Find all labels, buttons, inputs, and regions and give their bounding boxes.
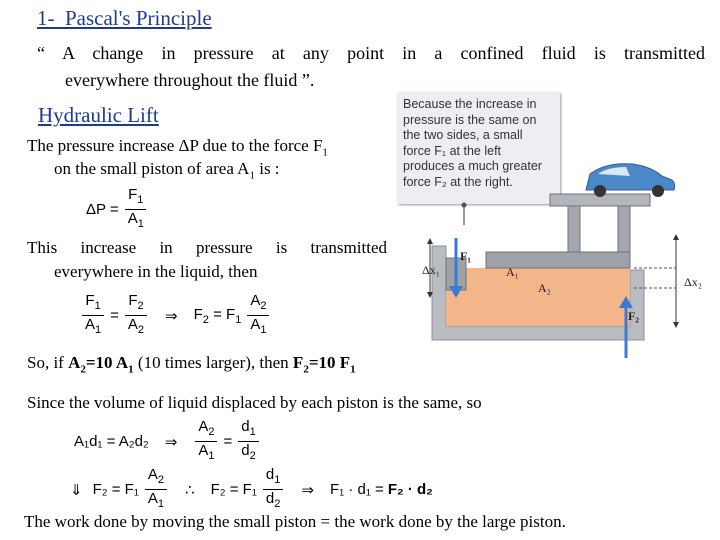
label-a2: A₂ [538,281,551,295]
label-dx2: Δx₂ [684,275,702,289]
car-icon [586,164,675,197]
paragraph-transmitted-line2: everywhere in the liquid, then [54,262,258,281]
pascal-principle-quote-line1: “ A change in pressure at any point in a confined fluid is transmitted [37,43,705,63]
liquid [446,268,630,326]
equation-delta-p: ΔP = $\frac{F_1}{A_1}$ [86,186,149,233]
figure-caption: Because the increase in pressure is the same on the two sides, a small force F₁ at the left produces a much greater force F₂ at the right. [397,92,560,204]
equation-force-ratio: $\frac{F_1}{A_1}$ = $\frac{F_2}{A_2}$ ⇒ $F_2 = F_1$ $\frac{A_2}{A_1}$ [80,292,271,339]
paragraph-pressure-increase-line1: The pressure increase ΔP due to the force $F_1$ [27,136,328,159]
hydraulic-lift-figure [400,140,718,360]
equation-work: ⇓ F₂ = F₁ $\frac{A_2}{A_1}$ ∴ F₂ = F₁ $\frac{d_1}{d_2}$ ⇒ F₁ · d₁ = F₂ · d₂ [70,466,433,510]
paragraph-pressure-increase-line2: on the small piston of area $A_1$ is : [54,159,280,182]
label-f1: F₁ [460,249,471,263]
paragraph-volume-displaced: Since the volume of liquid displaced by each piston is the same, so [27,393,482,412]
paragraph-transmitted-line1: This increase in pressure is transmitted [27,238,387,257]
caption-pointer-dot [462,203,467,208]
hydraulic-lift-heading: Hydraulic Lift [38,103,159,127]
label-f2: F₂ [628,309,639,323]
label-a1: A₁ [506,265,519,279]
pascal-principle-quote-line2: everywhere throughout the fluid ”. [65,70,315,90]
section-heading: 1- Pascal's Principle [37,6,212,30]
equation-volume: A₁d₁ = A₂d₂ ⇒ $\frac{A_2}{A_1}$ = $\frac{d_1}{d_2}$ [74,418,261,465]
label-dx1: Δx₁ [422,263,440,277]
paragraph-work-conclusion: The work done by moving the small piston = the work done by the large piston. [24,512,566,531]
piston-rod-right [618,204,630,252]
piston-rod-left [568,204,580,252]
paragraph-example: So, if $A_2=10$ $A_1$ (10 times larger), then $F_2=10$ $F_1$ [27,353,356,376]
